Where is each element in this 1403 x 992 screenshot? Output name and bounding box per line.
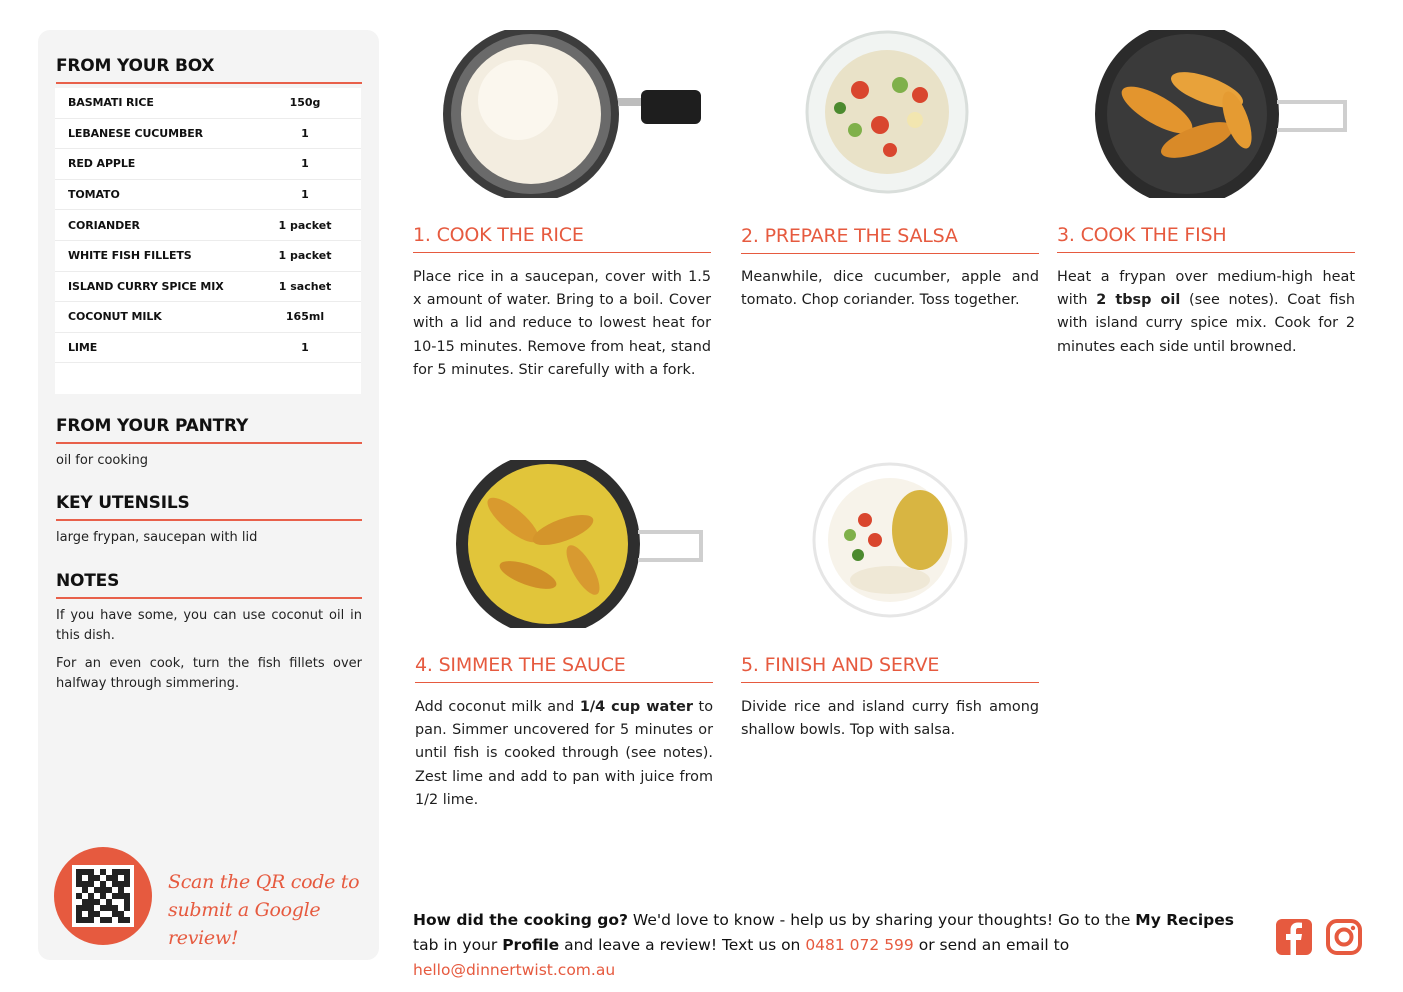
ingredient-qty: 1: [301, 157, 309, 171]
note-item: For an even cook, turn the fish fillets over halfway through simmering.: [56, 656, 362, 691]
step-1-title: 1. COOK THE RICE: [413, 224, 711, 253]
phone-link[interactable]: 0481 072 599: [805, 936, 914, 954]
from-your-box-title: FROM YOUR BOX: [56, 56, 362, 84]
step-3-title: 3. COOK THE FISH: [1057, 224, 1355, 253]
table-row: [55, 241, 361, 272]
step-2-photo: [740, 30, 1038, 198]
step-1-photo: [413, 30, 711, 198]
notes-list: [56, 606, 362, 702]
table-row: [55, 302, 361, 333]
step-2-title: 2. PREPARE THE SALSA: [741, 225, 1039, 254]
ingredient-qty: 1 sachet: [278, 279, 332, 293]
step-4-photo: [413, 460, 711, 628]
ingredient-qty: 1: [301, 126, 309, 140]
qr-callout-line: submit a Google review!: [168, 899, 321, 949]
table-row: [55, 119, 361, 150]
ingredients-panel: [38, 30, 379, 960]
ingredient-qty: 1: [301, 188, 309, 202]
box-ingredients-table: [55, 88, 361, 394]
ingredient-name: CORIANDER: [68, 218, 140, 232]
my-recipes-label: My Recipes: [1135, 911, 1234, 929]
step-5-title: 5. FINISH AND SERVE: [741, 654, 1039, 683]
ingredient-name: LIME: [68, 341, 98, 355]
notes-title: NOTES: [56, 571, 362, 599]
step-1-body: Place rice in a saucepan, cover with 1.5 x amount of water. Bring to a boil. Cover with a lid and reduce to lowest heat for 10-15 minutes. Remove from heat, stand for 5 minutes. Stir carefully with a fork.: [413, 269, 711, 378]
from-your-pantry-title: FROM YOUR PANTRY: [56, 416, 362, 444]
qr-callout-line: Scan the QR code to: [168, 871, 360, 893]
step-4-body: Add coconut milk and 1/4 cup water to pan. Simmer uncovered for 5 minutes or until fish is cooked through (see notes). Zest lime and add to pan with juice from 1/2 lime.: [415, 699, 713, 808]
ingredient-name: BASMATI RICE: [68, 96, 154, 110]
ingredient-qty: 1: [301, 341, 309, 355]
ingredient-name: WHITE FISH FILLETS: [68, 249, 192, 263]
qr-callout: [168, 868, 368, 952]
review-prompt: How did the cooking go? We'd love to know - help us by sharing your thoughts! Go to the My Recipes tab in your Profile and leave a review! Text us on 0481 072 599 or send an email to hello@dinnertwist.com.au: [413, 911, 1234, 979]
table-row: [55, 88, 361, 119]
key-utensils-title: KEY UTENSILS: [56, 493, 362, 521]
ingredient-name: TOMATO: [68, 188, 120, 202]
qr-code-icon[interactable]: [72, 865, 134, 927]
email-link[interactable]: hello@dinnertwist.com.au: [413, 961, 616, 979]
table-row: [55, 180, 361, 211]
ingredient-name: RED APPLE: [68, 157, 136, 171]
utensils-text: large frypan, saucepan with lid: [56, 530, 258, 545]
ingredient-name: ISLAND CURRY SPICE MIX: [68, 279, 224, 293]
ingredient-qty: 150g: [289, 96, 321, 110]
profile-label: Profile: [502, 936, 560, 954]
instagram-icon[interactable]: [1325, 918, 1363, 956]
ingredient-name: COCONUT MILK: [68, 310, 162, 324]
ingredient-qty: 165ml: [285, 310, 325, 324]
table-row: [55, 210, 361, 241]
ingredient-name: LEBANESE CUCUMBER: [68, 126, 204, 140]
step-5-body: Divide rice and island curry fish among shallow bowls. Top with salsa.: [741, 699, 1039, 739]
qr-badge[interactable]: [54, 847, 152, 945]
ingredient-qty: 1 packet: [278, 218, 332, 232]
step-2-body: Meanwhile, dice cucumber, apple and tomato. Chop coriander. Toss together.: [741, 269, 1039, 309]
table-row: [55, 333, 361, 364]
step-3-body: Heat a frypan over medium-high heat with 2 tbsp oil (see notes). Coat fish with island curry spice mix. Cook for 2 minutes each side until browned.: [1057, 269, 1355, 355]
review-question: How did the cooking go?: [413, 911, 628, 929]
table-row: [55, 149, 361, 180]
step-5-photo: [740, 460, 1038, 628]
ingredient-qty: 1 packet: [278, 249, 332, 263]
facebook-icon[interactable]: [1275, 918, 1313, 956]
pantry-text: oil for cooking: [56, 453, 149, 468]
table-row: [55, 272, 361, 303]
step-3-photo: [1057, 30, 1355, 198]
note-item: If you have some, you can use coconut oil in this dish.: [56, 608, 362, 643]
step-4-title: 4. SIMMER THE SAUCE: [415, 654, 713, 683]
